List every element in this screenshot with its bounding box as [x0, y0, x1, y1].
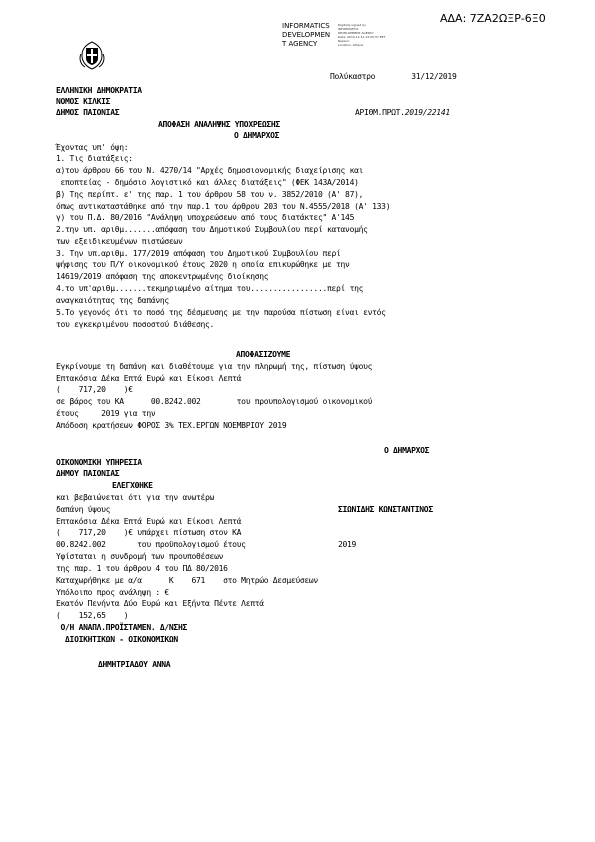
decide-title: ΑΠΟΦΑΣΙΖΟΥΜΕ [236, 350, 291, 359]
finance-line: Εκατόν Πενήντα Δύο Ευρώ και Εξήντα Πέντε Λεπτά [56, 599, 264, 608]
body-line: όπως αντικαταστάθηκε από την παρ.1 του άρθρου 203 του Ν.4555/2018 (Α' 133) [56, 202, 391, 211]
body-line: γ) του Π.Δ. 80/2016 "Ανάληψη υποχρεώσεων από τους διατάκτες" Α'145 [56, 213, 355, 222]
body-line: του εγκεκριμένου ποσοστού διάθεσης. [56, 320, 215, 329]
body-line: ψήφισης του Π/Υ οικονομικού έτους 2020 η οποία επικυρώθηκε με την [56, 260, 350, 269]
header-prefecture: ΝΟΜΟΣ ΚΙΛΚΙΣ [56, 97, 111, 106]
decide-line: σε βάρος του ΚΑ 00.8242.002 του προυπολογισμού οικονομικού [56, 397, 373, 406]
finance-line: Υπόλοιπο προς ανάληψη : € [56, 588, 169, 597]
body-line: εποπτείας - δημόσιο λογιστικό και άλλες διατάξεις" (ΦΕΚ 143Α/2014) [56, 178, 359, 187]
body-line: α)του άρθρου 66 του Ν. 4270/14 "Αρχές δημοσιονομικής διαχείρισης και [56, 166, 364, 175]
finance-line: Υφίσταται η συνδρομή των προυποθέσεων [56, 552, 224, 561]
signature-agency-name: INFORMATICS DEVELOPMEN T AGENCY [282, 22, 331, 48]
department-name: ΔΙΟΙΚΗΤΙΚΩΝ - ΟΙΚΟΝΟΜΙΚΩΝ [56, 635, 178, 644]
finance-year: 2019 [338, 540, 357, 549]
body-line: β) Της περίπτ. ε' της παρ. 1 του άρθρου 58 του ν. 3852/2010 (Α' 87), [56, 190, 364, 199]
body-line: αναγκαιότητας της δαπάνης [56, 296, 169, 305]
finance-line: Καταχωρήθηκε με α/α Κ 671 στο Μητρώο Δεσμεύσεων [56, 576, 318, 585]
decide-amount: ( 717,20 )€ [56, 385, 133, 394]
finance-line: 00.8242.002 του προϋπολογισμού έτους [56, 540, 246, 549]
official-name: ΔΗΜΗΤΡΙΑΔΟΥ ΑΝΝΑ [98, 660, 171, 669]
checked-label: ΕΛΕΓΧΘΗΚΕ [112, 481, 153, 490]
decide-line: Εγκρίνουμε τη δαπάνη και διαθέτουμε για την πληρωμή της, πίστωση ύψους [56, 362, 373, 371]
greek-emblem-icon [78, 40, 106, 70]
header-republic: ΕΛΛΗΝΙΚΗ ΔΗΜΟΚΡΑΤΙΑ [56, 86, 142, 95]
decide-line: Επτακόσια Δέκα Επτά Ευρώ και Είκοσι Λεπτά [56, 374, 242, 383]
body-line: των εξειδικευμένων πιστώσεων [56, 237, 183, 246]
body-line: 14619/2019 απόφαση της αποκεντρωμένης διοίκησης [56, 272, 269, 281]
finance-line: της παρ. 1 του άρθρου 4 του ΠΔ 80/2016 [56, 564, 228, 573]
decide-line: έτους 2019 για την [56, 409, 156, 418]
finance-line: δαπάνη ύψους [56, 505, 111, 514]
finance-service: ΟΙΚΟΝΟΜΙΚΗ ΥΠΗΡΕΣΙΑ [56, 458, 142, 467]
finance-line: Επτακόσια Δέκα Επτά Ευρώ και Είκοσι Λεπτά [56, 517, 242, 526]
protocol-number: ΑΡΙΘΜ.ΠΡΩΤ.2019/22141 [355, 108, 450, 117]
body-line: 5.Το γεγονός ότι το ποσό της δέσμευσης με την παρούσα πίστωση είναι εντός [56, 308, 386, 317]
place-date: Πολύκαστρο 31/12/2019 [330, 72, 457, 81]
remaining-amount: ( 152,65 ) [56, 611, 129, 620]
title-mayor: Ο ΔΗΜΑΡΧΟΣ [234, 131, 280, 140]
body-line: 1. Τις διατάξεις: [56, 154, 133, 163]
body-line: 2.την υπ. αριθμ.......απόφαση του Δημοτικού Συμβουλίου περί κατανομής [56, 225, 368, 234]
mayor-signer: Ο ΔΗΜΑΡΧΟΣ [384, 446, 430, 455]
finance-amount: ( 717,20 )€ υπάρχει πίστωση στον ΚΑ [56, 528, 242, 537]
decide-line: Απόδοση κρατήσεων ΦΟΡΟΣ 3% ΤΕΧ.ΕΡΓΩΝ ΝΟΕΜΒΡΙΟΥ 2019 [56, 421, 287, 430]
ada-code: ΑΔΑ: 7ΖΑ2ΩΞΡ-6Ξ0 [440, 12, 546, 25]
body-line: 4.το υπ'αριθμ.......τεκμηριωμένο αίτημα του.................περί της [56, 284, 364, 293]
body-line: 3. Την υπ.αριθμ. 177/2019 απόφαση του Δημοτικού Συμβουλίου περί [56, 249, 341, 258]
mayor-name: ΣΙΩΝΙΔΗΣ ΚΩΝΣΤΑΝΤΙΝΟΣ [338, 505, 433, 514]
signature-details: Digitally signed by INFORMATICS DEVELOPMENT AGENCY Date: 2019.12.31 14:05:37 EET Reason: Location: Athens [338, 23, 386, 47]
finance-municipality: ΔΗΜΟΥ ΠΑΙΟΝΙΑΣ [56, 469, 120, 478]
body-line: Έχοντας υπ' όψη: [56, 143, 129, 152]
finance-line: και βεβαιώνεται ότι για την ανωτέρω [56, 493, 215, 502]
department-head: Ο/Η ΑΝΑΠΛ.ΠΡΟΪΣΤΑΜΕΝ. Δ/ΝΣΗΣ [56, 623, 187, 632]
header-municipality: ΔΗΜΟΣ ΠΑΙΟΝΙΑΣ [56, 108, 120, 117]
document-title: ΑΠΟΦΑΣΗ ΑΝΑΛΗΨΗΣ ΥΠΟΧΡΕΩΣΗΣ [158, 120, 280, 129]
